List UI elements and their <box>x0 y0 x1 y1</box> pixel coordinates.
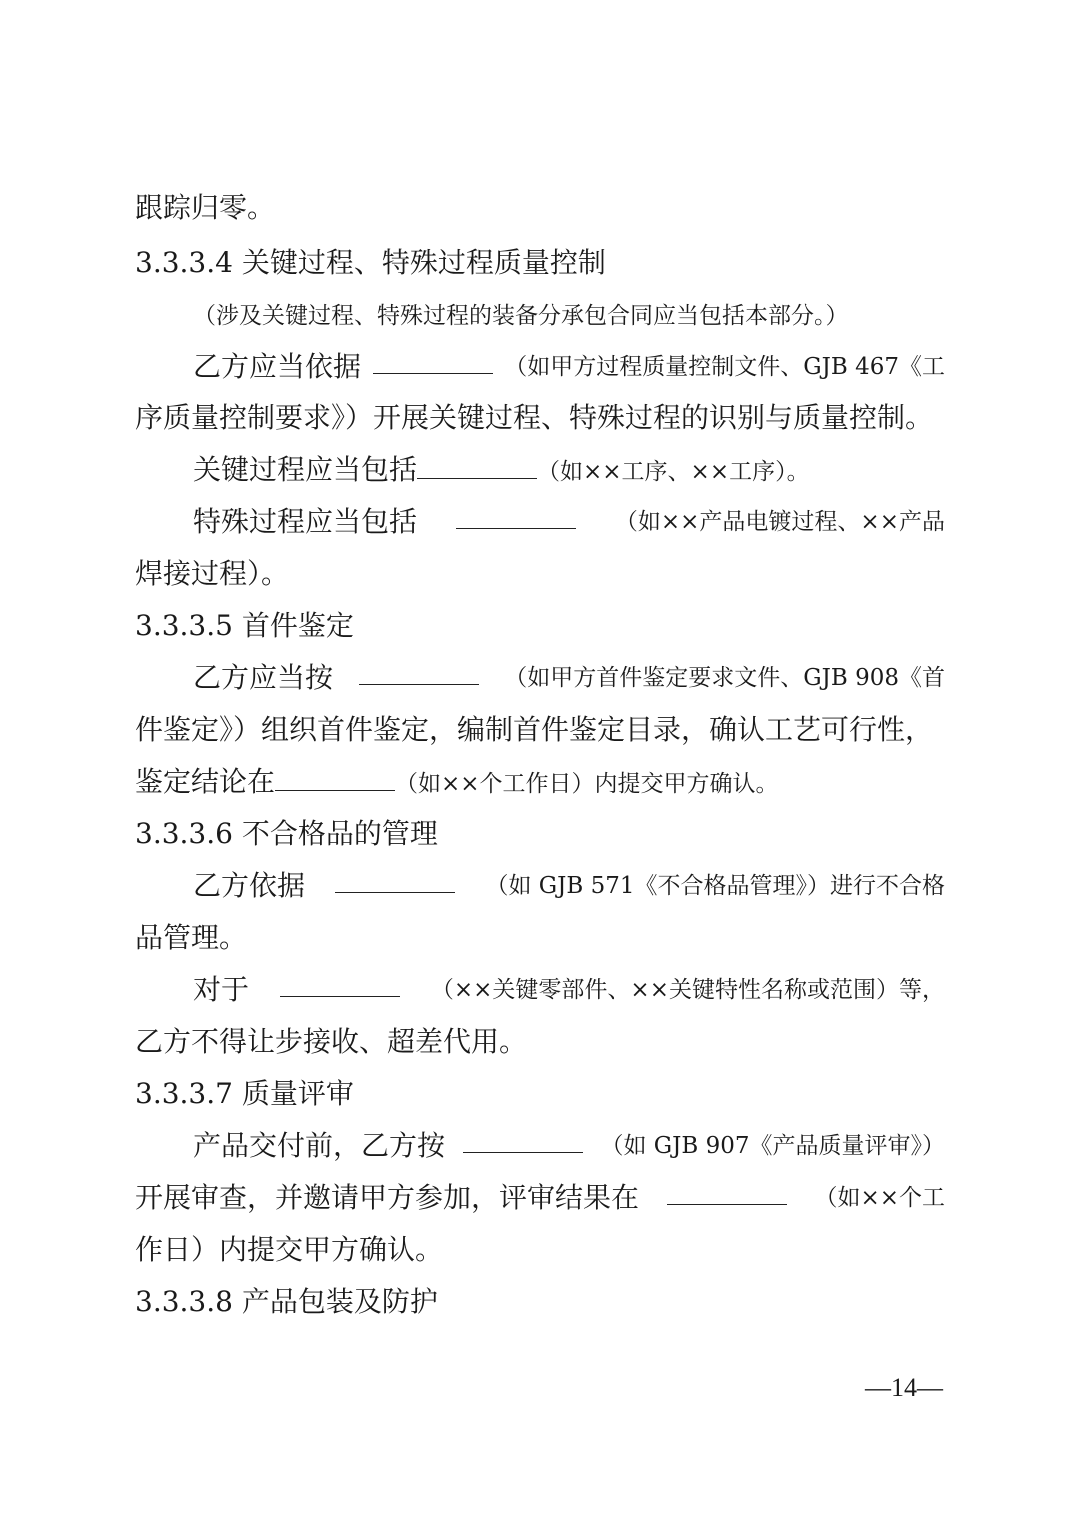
paragraph-line <box>193 658 945 698</box>
fill-in-blank[interactable] <box>373 347 493 374</box>
line-text: 开展审查，并邀请甲方参加，评审结果在 <box>135 1181 640 1214</box>
line-text: 乙方应当依据 <box>193 350 362 383</box>
paragraph-line <box>135 1178 945 1218</box>
paragraph-line <box>193 502 945 542</box>
paragraph-line: 作日）内提交甲方确认。 <box>135 1233 444 1266</box>
line-note: （如××个工作日）内提交甲方确认。 <box>395 771 779 797</box>
line-note: （如××工序、××工序）。 <box>537 459 810 485</box>
paragraph-line: 序质量控制要求》）开展关键过程、特殊过程的识别与质量控制。 <box>135 401 934 434</box>
line-note: （如 GJB 907《产品质量评审》） <box>600 1133 945 1159</box>
section-heading: 3.3.3.6 不合格品的管理 <box>135 817 438 850</box>
fill-in-blank[interactable] <box>417 452 537 479</box>
line-text: 产品交付前，乙方按 <box>193 1129 446 1162</box>
line-note: （如甲方首件鉴定要求文件、GJB 908《首 <box>504 665 945 691</box>
paragraph-line: 品管理。 <box>135 921 248 954</box>
line-note: （如××个工 <box>814 1185 945 1211</box>
paragraph-line <box>193 866 945 906</box>
section-heading: 3.3.3.7 质量评审 <box>135 1077 354 1110</box>
fill-in-blank[interactable] <box>280 970 400 997</box>
paragraph-line: 件鉴定》）组织首件鉴定，编制首件鉴定目录，确认工艺可行性， <box>135 713 934 746</box>
section-heading: 3.3.3.8 产品包装及防护 <box>135 1285 438 1318</box>
paragraph-line: 乙方不得让步接收、超差代用。 <box>135 1025 528 1058</box>
section-heading: 3.3.3.4 关键过程、特殊过程质量控制 <box>135 246 606 279</box>
fill-in-blank[interactable] <box>359 658 479 685</box>
fill-in-blank[interactable] <box>335 866 455 893</box>
line-note: （如甲方过程质量控制文件、GJB 467《工 <box>504 354 945 380</box>
line-note: （××关键零部件、××关键特性名称或范围）等， <box>430 977 945 1003</box>
fill-in-blank[interactable] <box>275 764 395 791</box>
paragraph-line: 焊接过程）。 <box>135 557 290 590</box>
line-text: 特殊过程应当包括 <box>193 505 418 538</box>
fill-in-blank[interactable] <box>456 502 576 529</box>
paragraph-line <box>193 1126 945 1166</box>
paragraph-line: 跟踪归零。 <box>135 191 276 224</box>
note-line: （涉及关键过程、特殊过程的装备分承包合同应当包括本部分。） <box>193 303 849 329</box>
fill-in-blank[interactable] <box>667 1178 787 1205</box>
section-heading: 3.3.3.5 首件鉴定 <box>135 609 354 642</box>
line-note: （如 GJB 571《不合格品管理》）进行不合格 <box>485 873 945 899</box>
paragraph-line <box>193 450 945 492</box>
paragraph-line <box>193 347 945 387</box>
line-text: 关键过程应当包括 <box>193 453 418 486</box>
line-text: 对于 <box>193 973 250 1006</box>
line-text: 乙方依据 <box>193 869 306 902</box>
line-text: 乙方应当按 <box>193 661 334 694</box>
line-note: （如××产品电镀过程、××产品 <box>614 509 945 535</box>
paragraph-line <box>135 762 945 804</box>
page-number: —14— <box>865 1373 943 1402</box>
fill-in-blank[interactable] <box>463 1126 583 1153</box>
line-text: 鉴定结论在 <box>135 765 276 798</box>
paragraph-line <box>193 970 945 1010</box>
